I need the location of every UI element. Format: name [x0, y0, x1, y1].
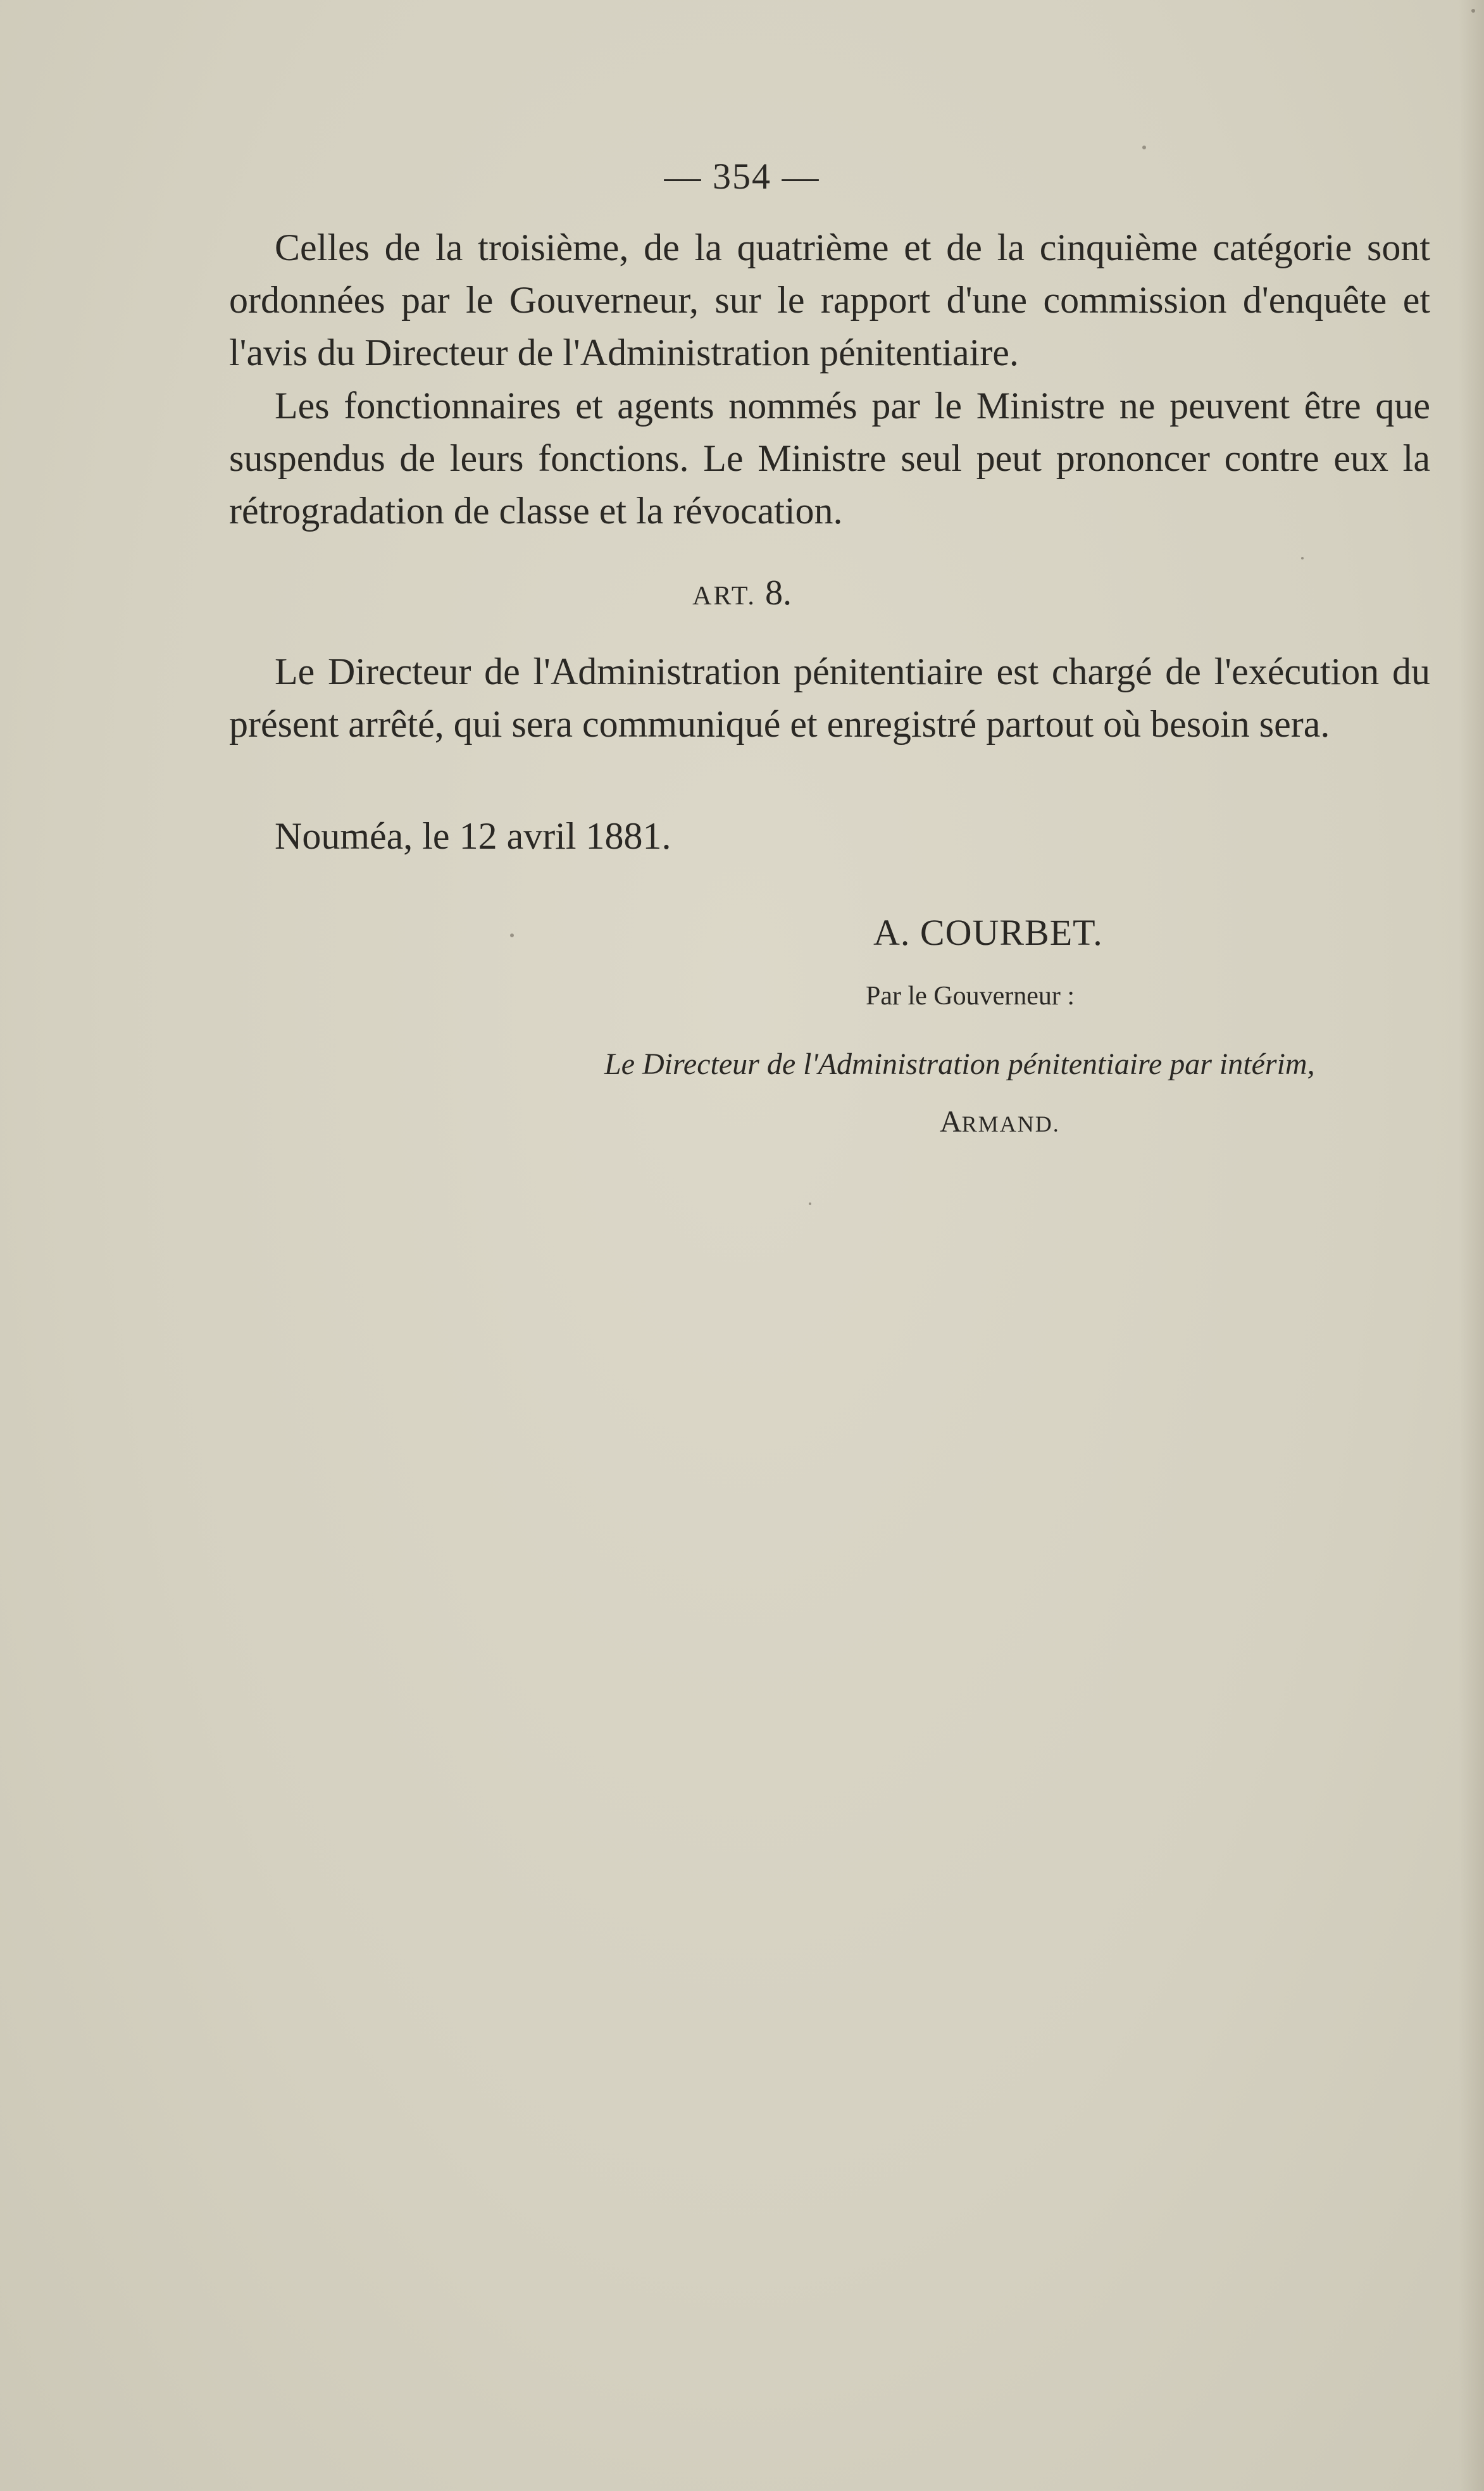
paragraph-2-text: Les fonctionnaires et agents nommés par le Ministre ne peuvent être que suspendus de leurs fonctions. Le Ministre seul peut prononcer contre eux la rétrogradation de classe et la révocation.	[229, 385, 1430, 532]
director-title: Le Directeur de l'Administration pénitentiaire par intérim,	[604, 1047, 1315, 1081]
ink-speck	[1301, 557, 1304, 559]
date-line: Nouméa, le 12 avril 1881.	[275, 815, 671, 857]
paragraph-3	[229, 646, 1430, 751]
paragraph-2	[229, 380, 1430, 537]
ink-speck	[1142, 146, 1146, 149]
ink-speck	[1471, 9, 1475, 13]
paragraph-3-text: Le Directeur de l'Administration pénitentiaire est chargé de l'exécution du présent arrêté, qui sera communiqué et enregistré partout où besoin sera.	[229, 651, 1430, 745]
article-heading	[0, 573, 1484, 613]
signatory-name: A. COURBET.	[873, 912, 1103, 953]
paragraph-4	[229, 810, 1430, 863]
paragraph-1-text: Celles de la troisième, de la quatrième et de la cinquième catégorie sont ordonnées par le Gouverneur, sur le rapport d'une commission d'enquête et l'avis du Directeur de l'Administration pénitentiaire.	[229, 227, 1430, 373]
article-prefix: ART.	[692, 582, 756, 611]
director-name	[940, 1104, 1060, 1139]
article-number: 8.	[764, 573, 792, 613]
page-number: — 354 —	[664, 156, 820, 197]
page-edge-shadow	[1459, 0, 1484, 2491]
ink-speck	[510, 933, 514, 937]
director-name-rest: RMAND.	[961, 1111, 1060, 1137]
paragraph-1	[229, 222, 1430, 379]
director-name-initial: A	[940, 1105, 962, 1139]
par-le-gouverneur: Par le Gouverneur :	[866, 982, 1075, 1011]
ink-speck	[809, 1202, 811, 1205]
